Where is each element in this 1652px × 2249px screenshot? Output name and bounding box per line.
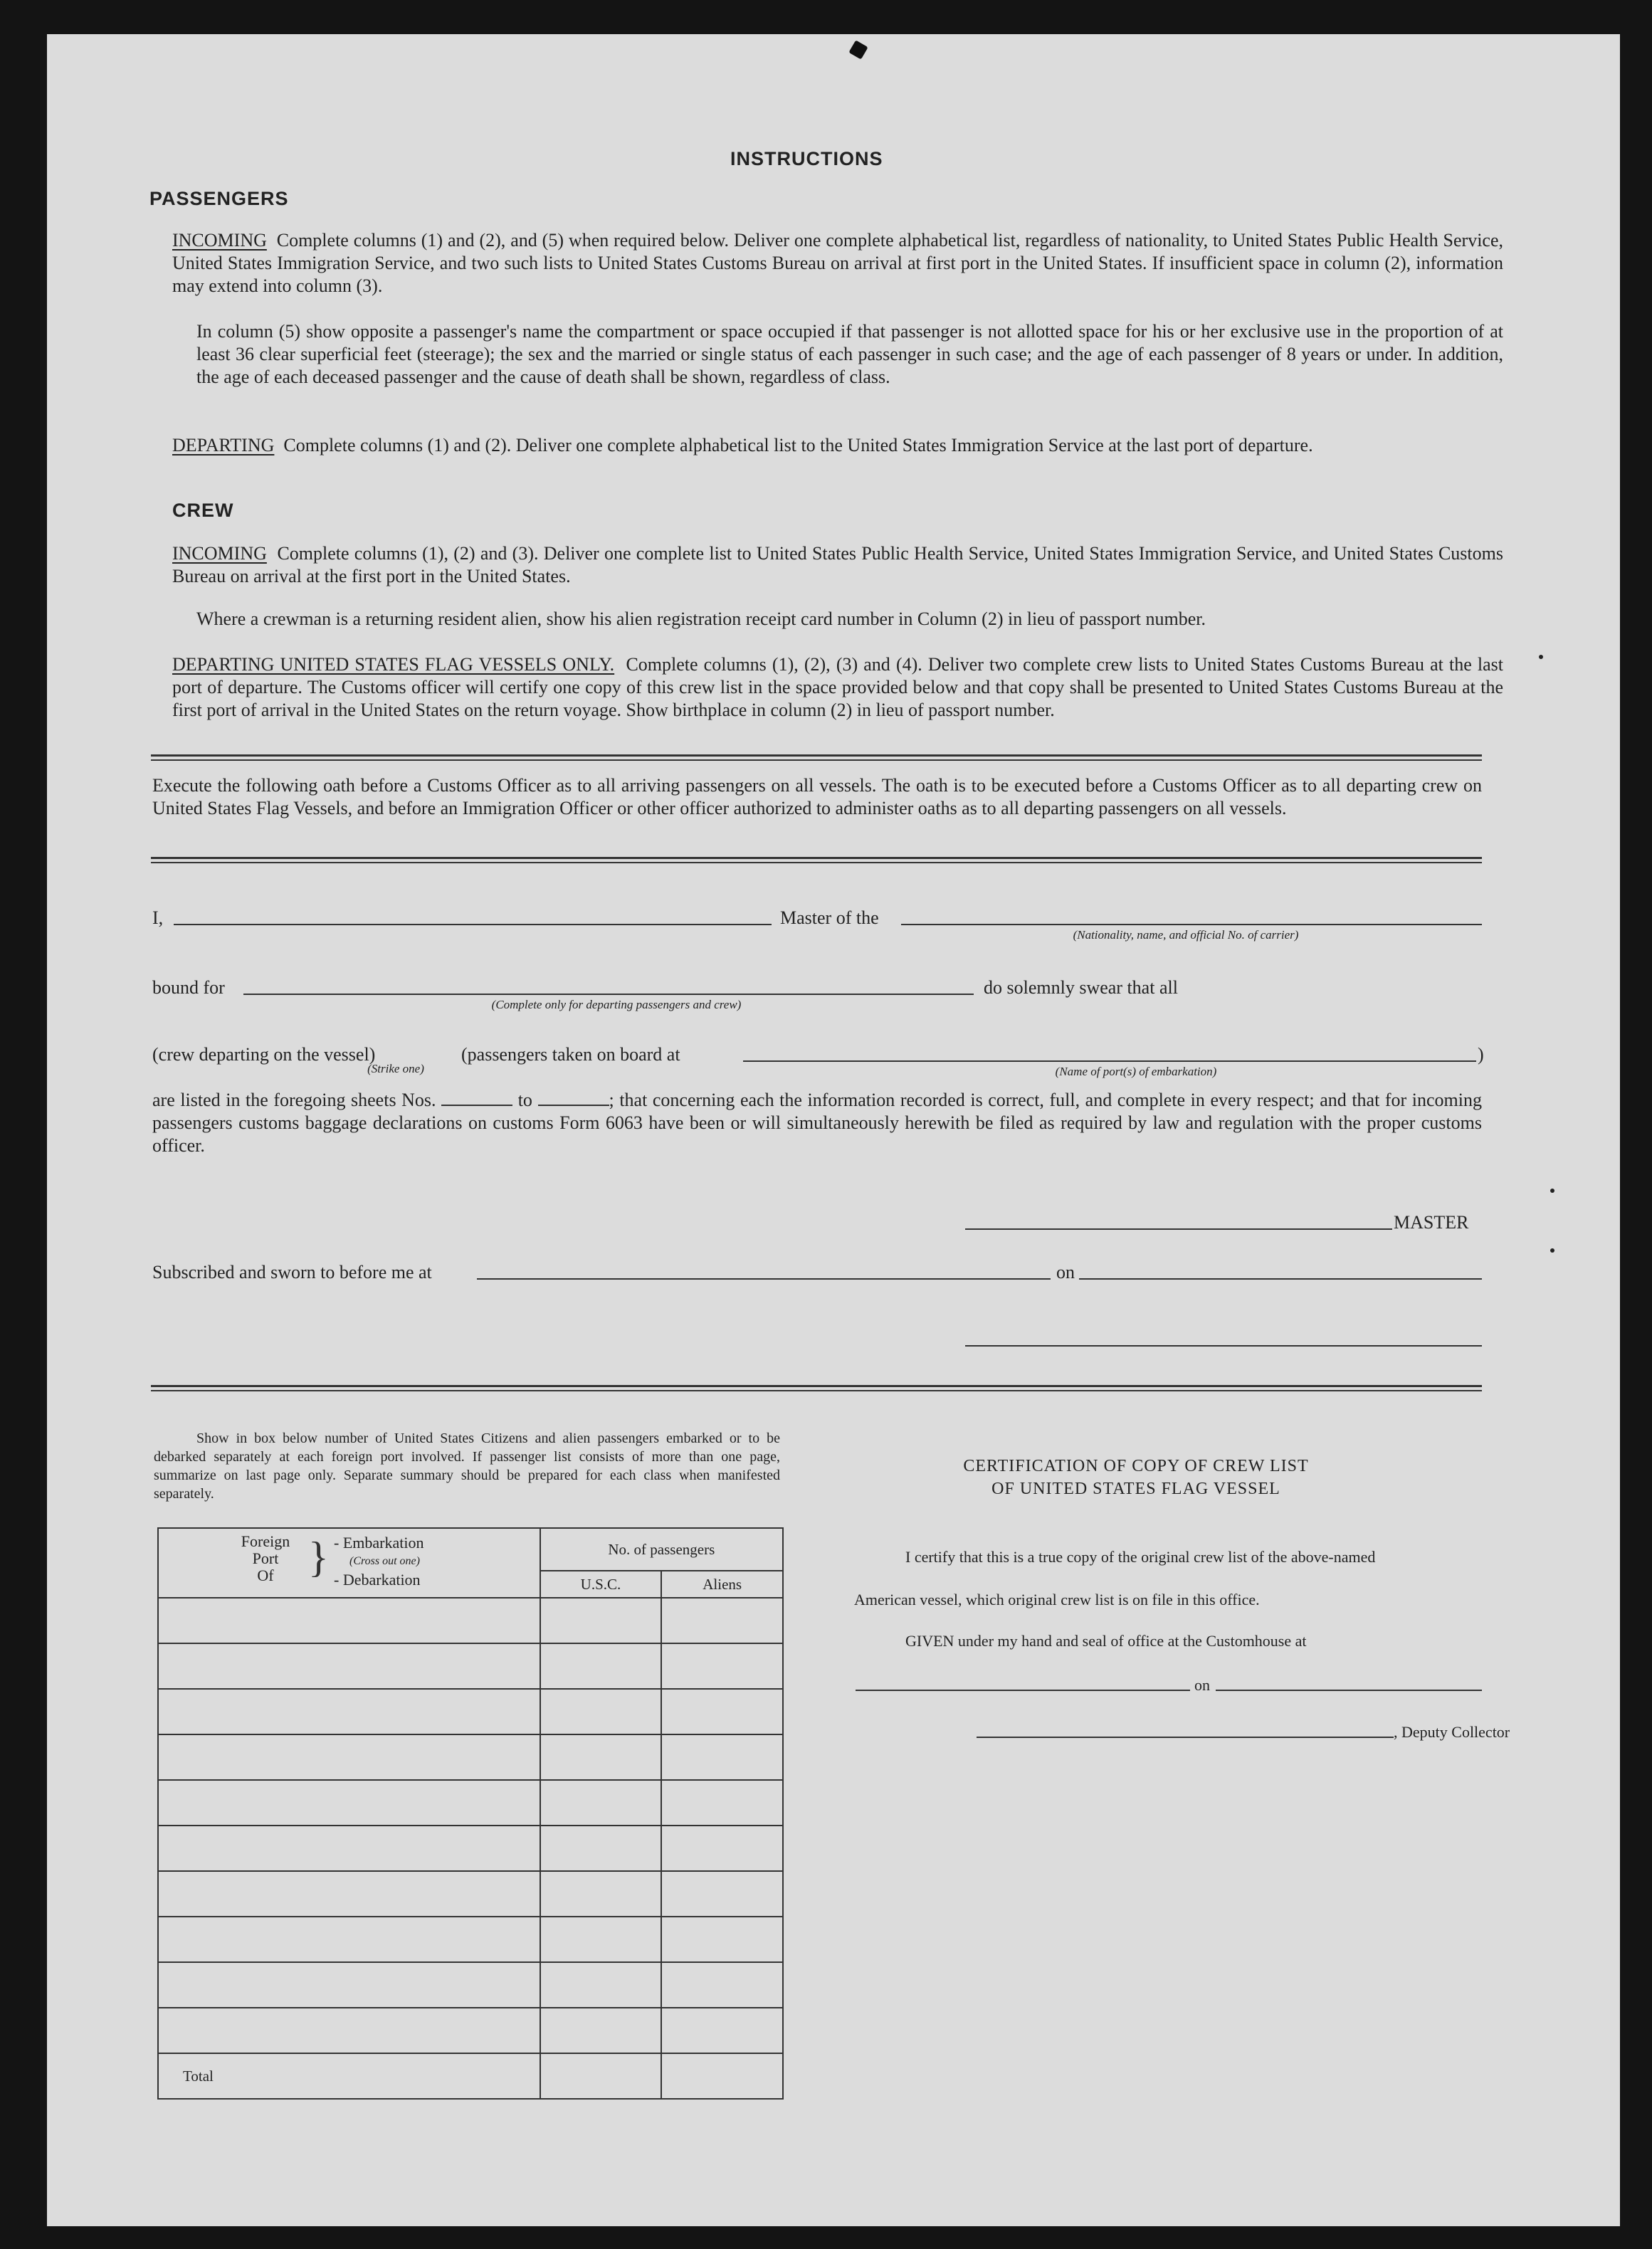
aliens-cell[interactable]	[661, 1780, 783, 1826]
oath-i-label: I,	[152, 907, 164, 928]
table-row	[158, 1598, 783, 1643]
port-cell[interactable]	[158, 1871, 540, 1917]
debarkation-option[interactable]: - Debarkation	[334, 1571, 421, 1589]
usc-cell[interactable]	[540, 1643, 662, 1689]
cert-on-label: on	[1194, 1676, 1210, 1694]
officer-signature-field[interactable]	[965, 1345, 1482, 1347]
certify-line-1: I certify that this is a true copy of the original crew list of the above-named	[905, 1548, 1376, 1566]
divider-3	[151, 1385, 1482, 1391]
passengers-taken-option: (passengers taken on board at	[461, 1044, 680, 1065]
crew-alien-paragraph: Where a crewman is a returning resident alien, show his alien registration receipt card number in Column (2) in lieu of passport number.	[196, 609, 1206, 629]
carrier-caption: (Nationality, name, and official No. of carrier)	[1073, 928, 1299, 942]
brace-icon: }	[308, 1534, 329, 1581]
passengers-incoming-text: Complete columns (1) and (2), and (5) when required below. Deliver one complete alphabetical list, regardless of nationality, to United States Public Health Service, United States Immigration Service, and two such lists to United States Customs Bureau on arrival at first port in the United States. If insufficient space in column (2), information may extend into column (3).	[172, 230, 1503, 296]
usc-cell[interactable]	[540, 1826, 662, 1871]
foreign-label: Foreign	[241, 1532, 290, 1550]
aliens-cell[interactable]	[661, 1917, 783, 1962]
aliens-cell[interactable]	[661, 1734, 783, 1780]
passenger-summary-table	[157, 1527, 784, 2100]
cross-out-note: (Cross out one)	[349, 1555, 420, 1567]
sworn-at-field[interactable]	[477, 1278, 1051, 1280]
port-cell[interactable]	[158, 1689, 540, 1734]
certification-title-line-2: OF UNITED STATES FLAG VESSEL	[991, 1480, 1280, 1498]
total-label: Total	[158, 2053, 540, 2099]
port-cell[interactable]	[158, 1643, 540, 1689]
master-signature-field[interactable]	[965, 1228, 1392, 1230]
scan-dot	[1539, 655, 1543, 659]
bound-for-caption: (Complete only for departing passengers and crew)	[491, 998, 742, 1011]
port-cell[interactable]	[158, 1826, 540, 1871]
usc-cell[interactable]	[540, 1598, 662, 1643]
embarkation-port-field[interactable]	[743, 1060, 1476, 1062]
given-line: GIVEN under my hand and seal of office at the Customhouse at	[905, 1632, 1307, 1650]
port-cell[interactable]	[158, 1734, 540, 1780]
aliens-cell[interactable]	[661, 1826, 783, 1871]
foreign-port-header	[158, 1528, 540, 1598]
master-label: MASTER	[1394, 1212, 1469, 1233]
deputy-signature-field[interactable]	[977, 1737, 1394, 1738]
sheet-to-field[interactable]	[538, 1087, 609, 1106]
instructions-title: INSTRUCTIONS	[730, 148, 883, 169]
scan-mark	[848, 40, 868, 59]
listed-text-2: ; that concerning each the information recorded is correct, full, and complete in every respect; and that for incoming passengers customs baggage declarations on customs Form 6063 have been or will simultaneously herewith be filed as required by law and regulation with the proper customs officer.	[152, 1090, 1482, 1156]
table-row	[158, 2008, 783, 2053]
port-cell[interactable]	[158, 2008, 540, 2053]
bound-for-field[interactable]	[243, 994, 974, 995]
oath-intro: Execute the following oath before a Customs Officer as to all arriving passengers on all vessels. The oath is to be executed before a Customs Officer as to all departing crew on United States Flag Vessels, and before an Immigration Officer or other officer authorized to administer oaths as to all departing passengers on all vessels.	[152, 775, 1482, 818]
table-row	[158, 1871, 783, 1917]
table-row	[158, 1780, 783, 1826]
port-cell[interactable]	[158, 1962, 540, 2008]
certification-title	[866, 1455, 1406, 1500]
passengers-departing-paragraph	[172, 434, 1503, 457]
total-aliens-cell[interactable]	[661, 2053, 783, 2099]
document-page	[47, 34, 1620, 2226]
embarkation-port-caption: (Name of port(s) of embarkation)	[1055, 1065, 1217, 1078]
listed-to: to	[517, 1090, 532, 1110]
table-row	[158, 1917, 783, 1962]
embarkation-option[interactable]: - Embarkation	[334, 1534, 424, 1552]
close-paren: )	[1478, 1044, 1484, 1065]
sworn-on-label: on	[1056, 1262, 1075, 1282]
crew-departing-option: (crew departing on the vessel)	[152, 1044, 376, 1065]
swear-label: do solemnly swear that all	[984, 977, 1178, 998]
strike-one-caption: (Strike one)	[367, 1062, 424, 1075]
crew-heading: CREW	[172, 500, 234, 521]
certification-title-line-1: CERTIFICATION OF COPY OF CREW LIST	[963, 1457, 1309, 1475]
aliens-cell[interactable]	[661, 1689, 783, 1734]
column5-paragraph: In column (5) show opposite a passenger's name the compartment or space occupied if that passenger is not allotted space for his or her exclusive use in the proportion of at least 36 clear superficial feet (steerage); the sex and the married or single status of each passenger in such case; and the age of each passenger of 8 years or under. In addition, the age of each deceased passenger and the cause of death shall be shown, regardless of class.	[196, 321, 1503, 387]
passengers-departing-text: Complete columns (1) and (2). Deliver one complete alphabetical list to the United States Immigration Service at the last port of departure.	[283, 435, 1313, 455]
scan-dot	[1550, 1248, 1554, 1253]
usc-cell[interactable]	[540, 1917, 662, 1962]
crew-incoming-paragraph	[172, 542, 1503, 588]
certify-line-2: American vessel, which original crew list is on file in this office.	[854, 1591, 1260, 1608]
aliens-cell[interactable]	[661, 1598, 783, 1643]
port-cell[interactable]	[158, 1598, 540, 1643]
passengers-incoming-paragraph	[172, 229, 1503, 297]
usc-cell[interactable]	[540, 2008, 662, 2053]
usc-cell[interactable]	[540, 1871, 662, 1917]
aliens-cell[interactable]	[661, 1643, 783, 1689]
crew-departing-paragraph	[172, 653, 1503, 722]
crew-departing-text: Complete columns (1), (2), (3) and (4). Deliver two complete crew lists to United States Customs Bureau at the last port of departure. The Customs officer will certify one copy of this crew list in the space provided below and that copy shall be presented to United States Customs Bureau at the first port of arrival in the United States on the return voyage. Show birthplace in column (2) in lieu of passport number.	[172, 654, 1504, 720]
carrier-field[interactable]	[901, 924, 1482, 925]
passengers-heading: PASSENGERS	[149, 188, 289, 209]
port-cell[interactable]	[158, 1917, 540, 1962]
port-cell[interactable]	[158, 1780, 540, 1826]
crew-departing-label: DEPARTING UNITED STATES FLAG VESSELS ONLY.	[172, 654, 615, 675]
aliens-cell[interactable]	[661, 1871, 783, 1917]
table-row	[158, 1643, 783, 1689]
customhouse-field[interactable]	[856, 1690, 1190, 1691]
usc-header: U.S.C.	[540, 1571, 662, 1598]
deputy-collector-label: , Deputy Collector	[1394, 1723, 1510, 1741]
scan-dot	[1550, 1189, 1554, 1193]
subscribed-label: Subscribed and sworn to before me at	[152, 1262, 432, 1282]
of-label: Of	[257, 1566, 274, 1584]
cert-date-field[interactable]	[1216, 1690, 1482, 1691]
sworn-date-field[interactable]	[1079, 1278, 1482, 1280]
no-passengers-header: No. of passengers	[540, 1528, 783, 1571]
usc-cell[interactable]	[540, 1689, 662, 1734]
crew-incoming-text: Complete columns (1), (2) and (3). Deliver one complete list to United States Public Health Service, United States Immigration Service, and United States Customs Bureau on arrival at the first port in the United States.	[172, 543, 1503, 586]
total-row	[158, 2053, 783, 2099]
table-row	[158, 1962, 783, 2008]
port-label: Port	[252, 1549, 279, 1567]
master-of-the-label: Master of the	[780, 907, 879, 928]
summary-intro: Show in box below number of United States Citizens and alien passengers embarked or to be debarked separately at each foreign port involved. If passenger list consists of more than one page, summarize on last page only. Separate summary should be prepared for each class when manifested separately.	[154, 1431, 780, 1502]
oath-body	[152, 1087, 1482, 1157]
passengers-incoming-label: INCOMING	[172, 230, 267, 251]
usc-cell[interactable]	[540, 1734, 662, 1780]
sheet-from-field[interactable]	[441, 1087, 512, 1106]
table-row	[158, 1826, 783, 1871]
aliens-cell[interactable]	[661, 1962, 783, 2008]
total-usc-cell[interactable]	[540, 2053, 662, 2099]
table-row	[158, 1689, 783, 1734]
aliens-cell[interactable]	[661, 2008, 783, 2053]
master-name-field[interactable]	[174, 924, 772, 925]
usc-cell[interactable]	[540, 1962, 662, 2008]
bound-for-label: bound for	[152, 977, 225, 998]
listed-text-1: are listed in the foregoing sheets Nos.	[152, 1090, 436, 1110]
table-row	[158, 1734, 783, 1780]
usc-cell[interactable]	[540, 1780, 662, 1826]
divider-1	[151, 754, 1482, 761]
divider-2	[151, 857, 1482, 863]
aliens-header: Aliens	[661, 1571, 783, 1598]
passengers-departing-label: DEPARTING	[172, 435, 275, 455]
crew-incoming-label: INCOMING	[172, 543, 267, 564]
